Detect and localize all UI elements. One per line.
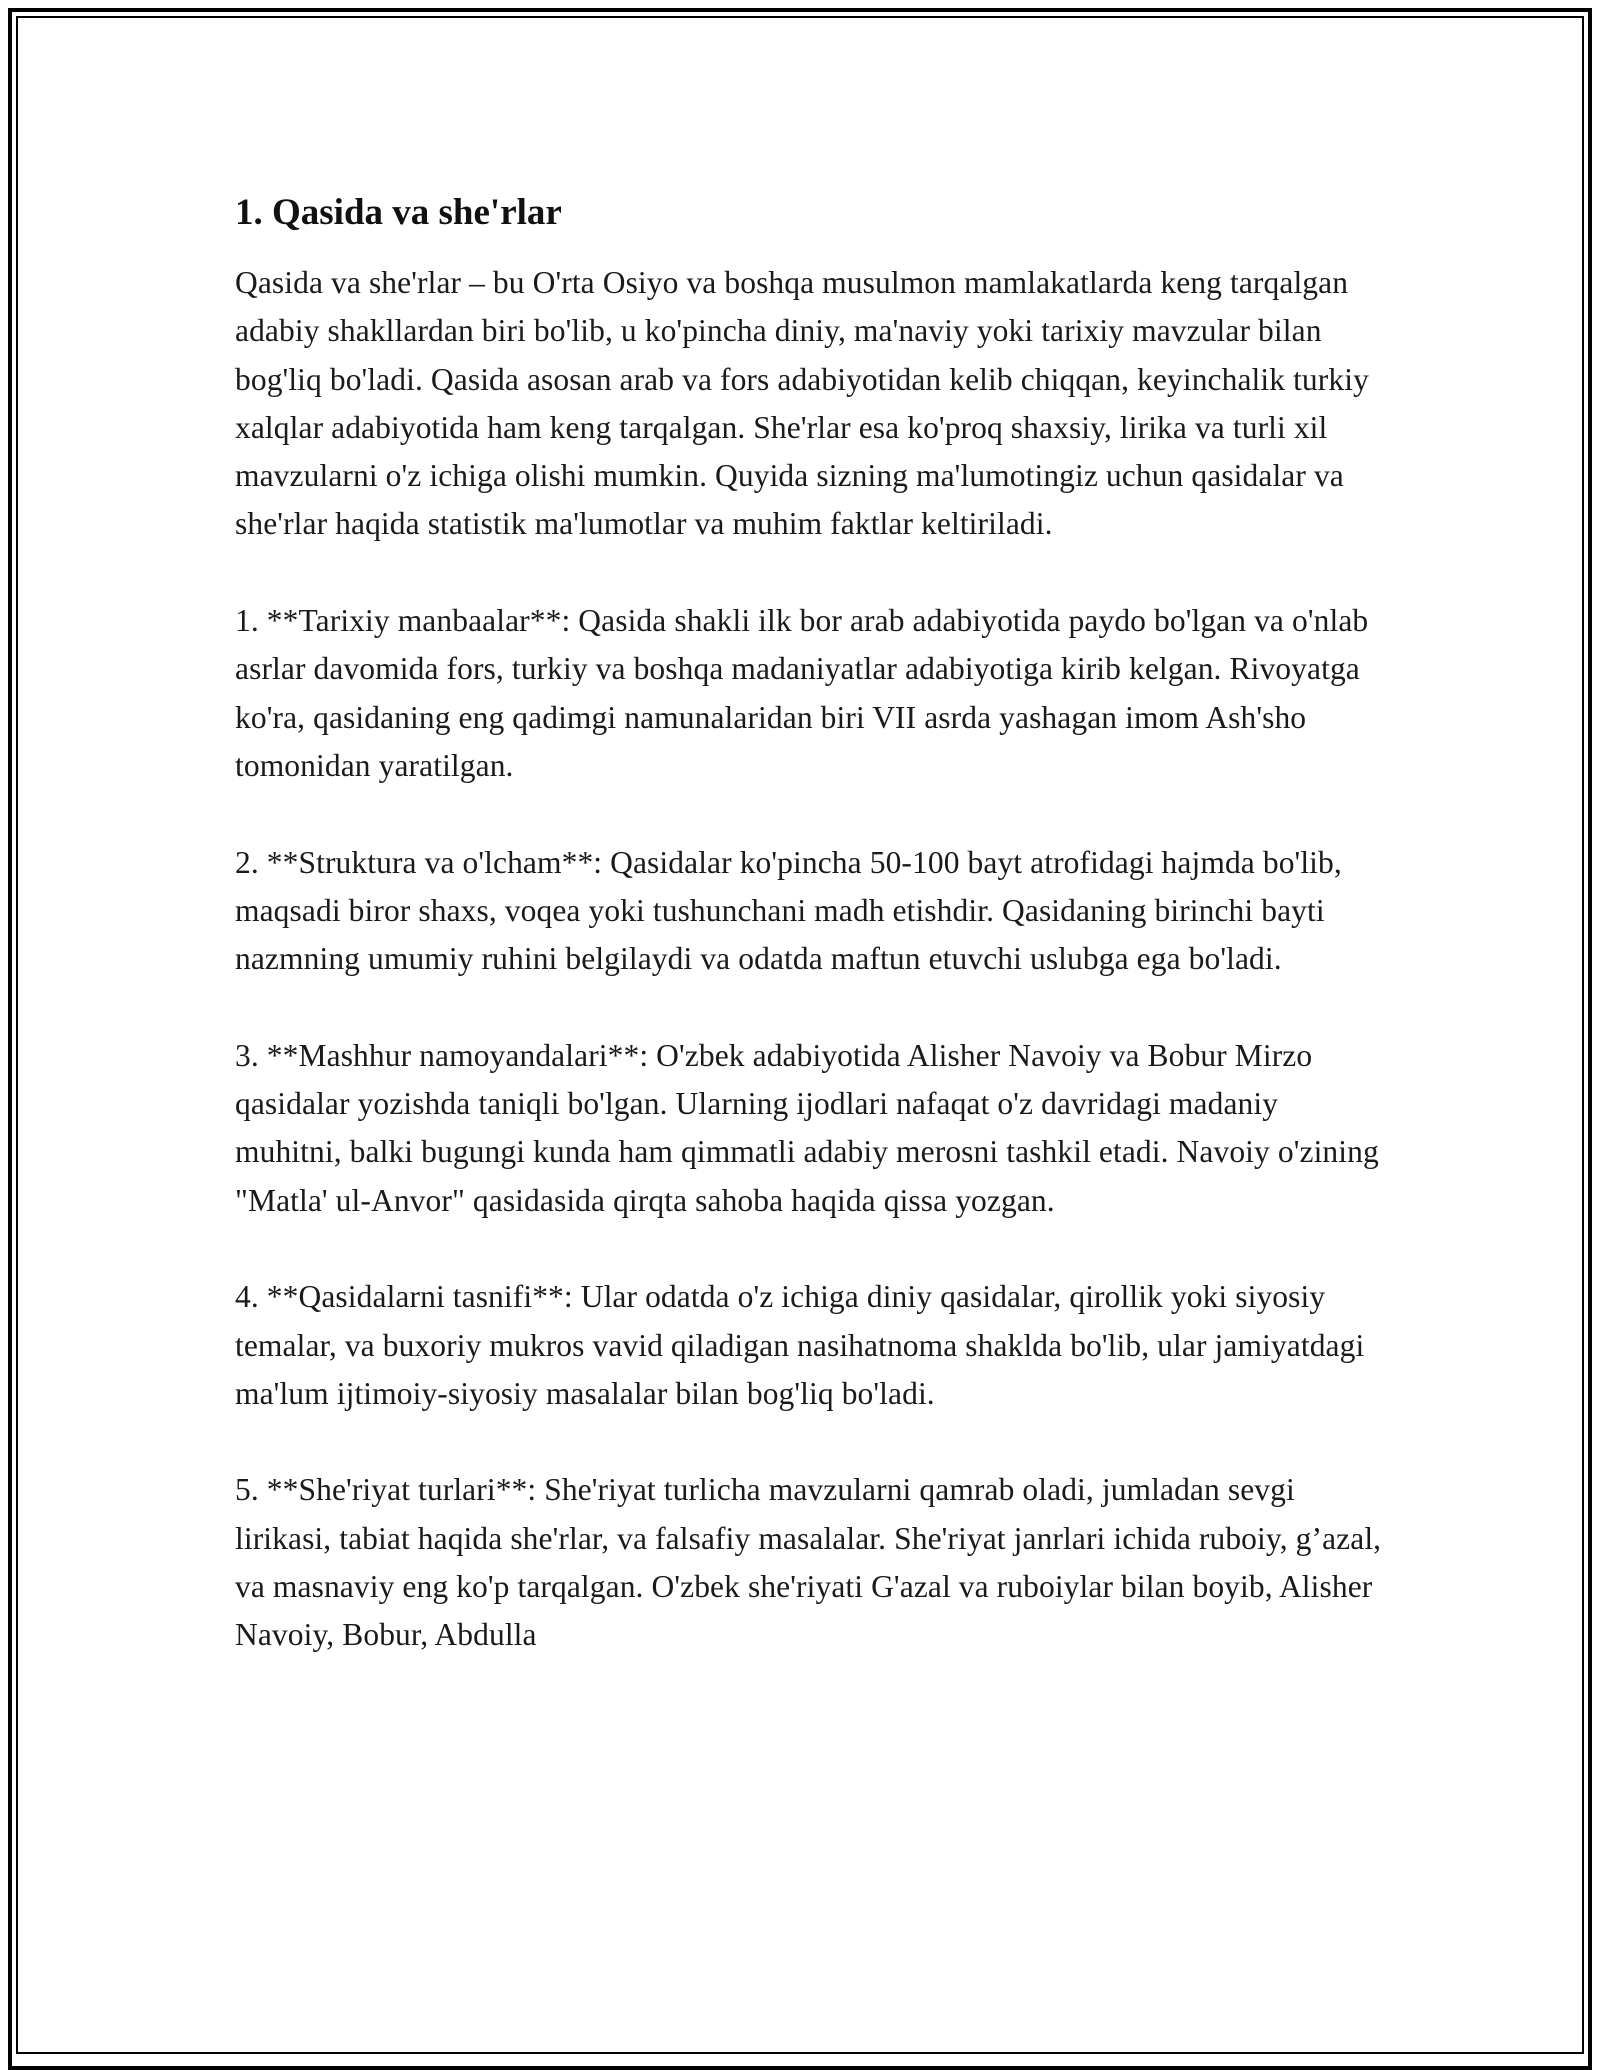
point-famous-representatives: 3. **Mashhur namoyandalari**: O'zbek adabiyotida Alisher Navoiy va Bobur Mirzo qasidalar yozishda taniqli bo'lgan. Ularning ijodlari nafaqat o'z davridagi madaniy muhitni, balki bugungi kunda ham qimmatli adabiy merosni tashkil etadi. Navoiy o'zining "Matla' ul-Anvor" qasidasida qirqta sahoba haqida qissa yozgan. bbox=[235, 1037, 1379, 1218]
point-historical-sources: 1. **Tarixiy manbaalar**: Qasida shakli ilk bor arab adabiyotida paydo bo'lgan va o'nlab asrlar davomida fors, turkiy va boshqa madaniyatlar adabiyotiga kirib kelgan. Rivoyatga ko'ra, qasidaning eng qadimgi namunalaridan biri VII asrda yashagan imom Ash'sho tomonidan yaratilgan. bbox=[235, 603, 1369, 783]
point-poetry-types: 5. **She'riyat turlari**: She'riyat turlicha mavzularni qamrab oladi, jumladan sevgi lirikasi, tabiat haqida she'rlar, va falsafiy masalalar. She'riyat janrlari ichida ruboiy, g’azal, va masnaviy eng ko'p tarqalgan. O'zbek she'riyati G'azal va ruboiylar bilan boyib, Alisher Navoiy, Bobur, Abdulla bbox=[235, 1472, 1382, 1653]
point-classification: 4. **Qasidalarni tasnifi**: Ular odatda o'z ichiga diniy qasidalar, qirollik yoki siyosiy temalar, va buxoriy mukros vavid qiladigan nasihatnoma shaklda bo'lib, ular jamiyatdagi ma'lum ijtimoiy-siyosiy masalalar bilan bog'liq bo'ladi. bbox=[235, 1279, 1365, 1411]
section-heading: 1. Qasida va she'rlar bbox=[235, 192, 562, 233]
intro-paragraph: Qasida va she'rlar – bu O'rta Osiyo va boshqa musulmon mamlakatlarda keng tarqalgan adabiy shakllardan biri bo'lib, u ko'pincha diniy, ma'naviy yoki tarixiy mavzular bilan bog'liq bo'ladi. Qasida asosan arab va fors adabiyotidan kelib chiqqan, keyinchalik turkiy xalqlar adabiyotida ham keng tarqalgan. She'rlar esa ko'proq shaxsiy, lirika va turli xil mavzularni o'z ichiga olishi mumkin. Quyida sizning ma'lumotingiz uchun qasidalar va she'rlar haqida statistik ma'lumotlar va muhim faktlar keltiriladi. bbox=[235, 265, 1369, 542]
point-structure-size: 2. **Struktura va o'lcham**: Qasidalar ko'pincha 50-100 bayt atrofidagi hajmda bo'lib, maqsadi biror shaxs, voqea yoki tushunchani madh etishdir. Qasidaning birinchi bayti nazmning umumiy ruhini belgilaydi va odatda maftun etuvchi uslubga ega bo'ladi. bbox=[235, 844, 1342, 977]
document-body bbox=[235, 185, 1385, 1660]
